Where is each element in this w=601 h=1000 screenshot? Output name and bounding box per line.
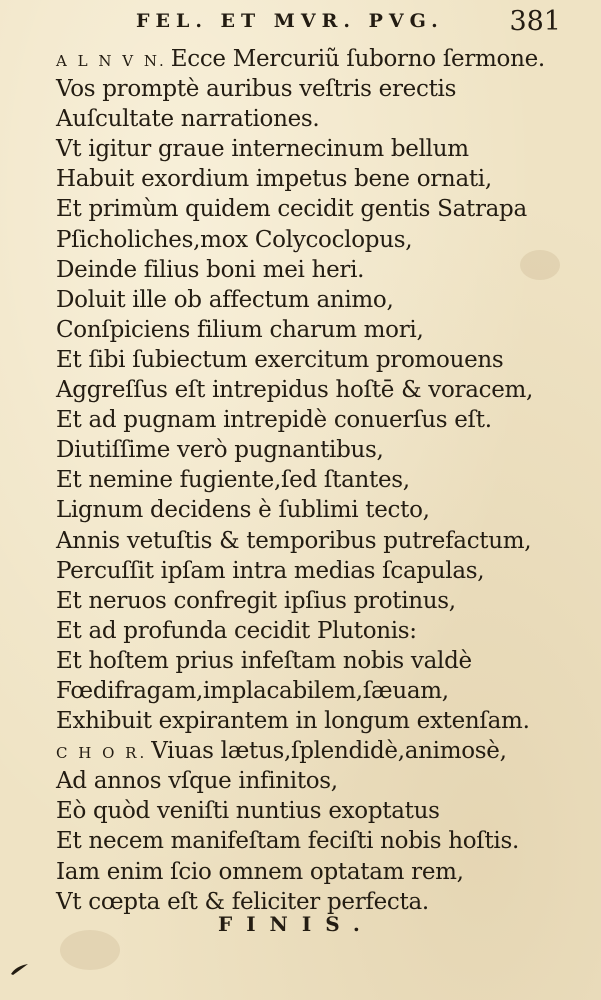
verse-line-text: Et neruos confregit ipſius protinus, — [56, 587, 456, 614]
verse-line — [56, 164, 556, 194]
verse-line — [56, 435, 556, 465]
verse-line — [56, 134, 556, 164]
verse-line-text: Fœdifragam,implacabilem,ſæuam, — [56, 677, 449, 704]
speaker-label: A L N V N. — [56, 52, 167, 70]
verse-line-text: Lignum decidens è ſublimi tecto, — [56, 497, 430, 524]
verse-line-text: Vt igitur graue internecinum bellum — [56, 136, 469, 163]
verse-line-text: Conſpiciens filium charum mori, — [56, 316, 424, 343]
verse-line — [56, 736, 556, 766]
verse-line — [56, 646, 556, 676]
verse-line-text: Diutiſſime verò pugnantibus, — [56, 437, 384, 464]
verse-line-text: Vos promptè auribus veſtris erectis — [56, 76, 457, 103]
verse-line — [56, 345, 556, 375]
running-head: FEL. ET MVR. PVG. — [136, 10, 444, 32]
verse-line-text: Pſicholiches,mox Colycoclopus, — [56, 226, 413, 253]
verse-line-text: Et ad profunda cecidit Plutonis: — [56, 617, 417, 644]
verse-line — [56, 796, 556, 826]
verse-line — [56, 225, 556, 255]
verse-line-text: Aggreſſus eſt intrepidus hoſtē & voracem, — [56, 377, 534, 404]
verse-line — [56, 495, 556, 525]
speaker-label: C H O R. — [56, 744, 148, 763]
verse-line-text: Viuas lætus,ſplendidè,animosè, — [151, 738, 507, 765]
verse-line-text: Et ad pugnam intrepidè conuerſus eſt. — [56, 407, 492, 434]
verse-line-text: Auſcultate narrationes. — [56, 106, 320, 133]
verse-line-text: Et hoſtem prius infeſtam nobis valdè — [56, 647, 472, 674]
verse-line — [56, 405, 556, 435]
verse-line — [56, 44, 556, 74]
verse-line-text: Et primùm quidem cecidit gentis Satrapa — [56, 196, 527, 223]
verse-line-text: Et nemine fugiente,ſed ſtantes, — [56, 467, 410, 494]
verse-line-text: Et necem manifeſtam feciſti nobis hoſtis. — [56, 828, 520, 855]
ink-flourish-icon — [10, 962, 30, 976]
finis-colophon: FINIS. — [218, 912, 374, 936]
verse-line — [56, 375, 556, 405]
verse-line-text: Ecce Mercuriũ ſuborno ſermone. — [170, 46, 545, 72]
verse-line — [56, 74, 556, 104]
verse-text — [56, 44, 556, 917]
verse-line-text: Vt cœpta eſt & feliciter perfecta. — [56, 888, 429, 915]
verse-line — [56, 826, 556, 856]
verse-line — [56, 285, 556, 315]
verse-line-text: Iam enim ſcio omnem optatam rem, — [56, 858, 464, 885]
verse-line-text: Doluit ille ob affectum animo, — [56, 286, 394, 313]
paper-stain — [60, 930, 120, 970]
verse-line-text: Ad annos vſque infinitos, — [56, 768, 338, 795]
verse-line — [56, 194, 556, 224]
verse-line — [56, 465, 556, 495]
verse-line-text: Et ſibi ſubiectum exercitum promouens — [56, 346, 504, 373]
verse-line — [56, 556, 556, 586]
verse-line — [56, 315, 556, 345]
page-number: 381 — [509, 6, 561, 37]
verse-line — [56, 857, 556, 887]
verse-line-text: Percuſſit ipſam intra medias ſcapulas, — [56, 557, 485, 584]
verse-line — [56, 706, 556, 736]
verse-line — [56, 586, 556, 616]
verse-line-text: Habuit exordium impetus bene ornati, — [56, 166, 492, 193]
verse-line — [56, 255, 556, 285]
verse-line — [56, 104, 556, 134]
verse-line-text: Exhibuit expirantem in longum extenſam. — [56, 708, 530, 735]
verse-line-text: Deinde filius boni mei heri. — [56, 256, 365, 283]
verse-line-text: Annis vetuſtis & temporibus putrefactum, — [56, 527, 532, 554]
verse-line — [56, 676, 556, 706]
verse-line-text: Eò quòd veniſti nuntius exoptatus — [56, 798, 440, 825]
verse-line — [56, 616, 556, 646]
verse-line — [56, 766, 556, 796]
verse-line — [56, 526, 556, 556]
